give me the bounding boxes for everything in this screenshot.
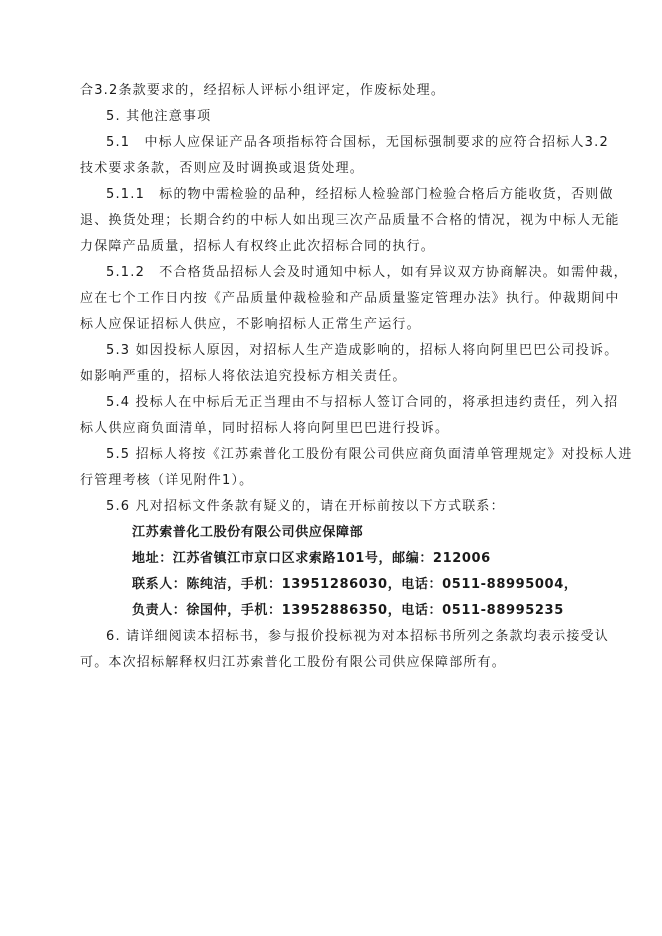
clause-5-1: 5.1 中标人应保证产品各项指标符合国标，无国标强制要求的应符合招标人3.2 — [106, 135, 609, 150]
text-line: 力保障产品质量，招标人有权终止此次招标合同的执行。 — [80, 239, 436, 254]
clause-5-5: 5.5 招标人将按《江苏索普化工股份有限公司供应商负面清单管理规定》对投标人进 — [106, 447, 633, 462]
contact-responsible: 负责人：徐国仲，手机：13952886350，电话：0511-88995235 — [132, 603, 564, 618]
text-line: 行管理考核（详见附件1）。 — [80, 473, 254, 488]
text-line: 应在七个工作日内按《产品质量仲裁检验和产品质量鉴定管理办法》执行。仲裁期间中 — [80, 291, 620, 306]
clause-5-1-1: 5.1.1 标的物中需检验的品种，经招标人检验部门检验合格后方能收货，否则做 — [106, 187, 614, 202]
clause-5-6: 5.6 凡对招标文件条款有疑义的，请在开标前按以下方式联系： — [106, 499, 505, 514]
clause-6: 6. 请详细阅读本招标书，参与报价投标视为对本招标书所列之条款均表示接受认 — [106, 629, 609, 644]
clause-5-4: 5.4 投标人在中标后无正当理由不与招标人签订合同的，将承担违约责任，列入招 — [106, 395, 619, 410]
contact-address: 地址：江苏省镇江市京口区求索路101号，邮编：212006 — [132, 551, 491, 566]
text-line: 技术要求条款，否则应及时调换或退货处理。 — [80, 161, 365, 176]
text-line: 标人供应商负面清单，同时招标人将向阿里巴巴进行投诉。 — [80, 421, 450, 436]
text-line: 如影响严重的，招标人将依法追究投标方相关责任。 — [80, 369, 407, 384]
contact-person: 联系人：陈纯洁，手机：13951286030，电话：0511-88995004， — [132, 577, 578, 592]
text-line: 合3.2条款要求的，经招标人评标小组评定，作废标处理。 — [80, 83, 446, 98]
document-page — [80, 78, 633, 676]
contact-company: 江苏索普化工股份有限公司供应保障部 — [132, 525, 364, 540]
text-line: 标人应保证招标人供应，不影响招标人正常生产运行。 — [80, 317, 421, 332]
clause-5-1-2: 5.1.2 不合格货品招标人会及时通知中标人，如有异议双方协商解决。如需仲裁， — [106, 265, 628, 280]
section-heading-5: 5. 其他注意事项 — [106, 109, 212, 124]
clause-5-3: 5.3 如因投标人原因，对招标人生产造成影响的，招标人将向阿里巴巴公司投诉。 — [106, 343, 619, 358]
text-line: 退、换货处理；长期合约的中标人如出现三次产品质量不合格的情况，视为中标人无能 — [80, 213, 620, 228]
text-line: 可。本次招标解释权归江苏索普化工股份有限公司供应保障部所有。 — [80, 655, 507, 670]
